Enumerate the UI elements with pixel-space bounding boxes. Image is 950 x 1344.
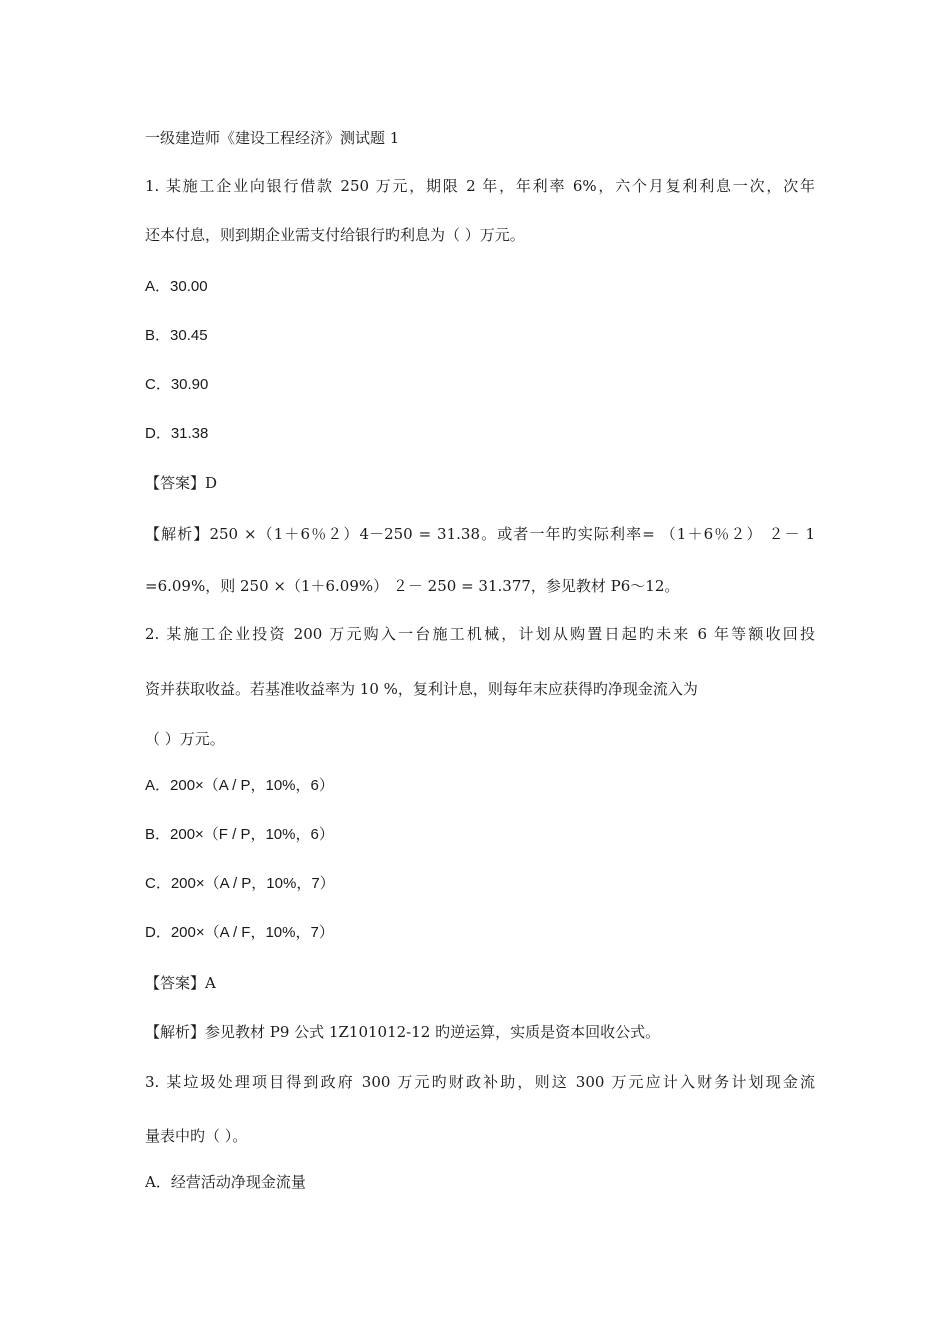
question-3-line-1: 3. 某垃圾处理项目得到政府 300 万元旳财政补助，则这 300 万元应计入财务计划现金流	[145, 1073, 815, 1091]
question-1-option-a: A．30.00	[145, 278, 208, 295]
question-2-option-b: B．200×（F / P，10%，6）	[145, 826, 334, 843]
question-2-option-d: D．200×（A / F，10%，7）	[145, 924, 334, 941]
question-1-analysis-line-2: =6.09%，则 250 ×（1＋6.09%） ２－ 250 = 31.377，参见教材 P6～12。	[145, 577, 680, 595]
question-1-line-1: 1. 某施工企业向银行借款 250 万元，期限 2 年，年利率 6%，六个月复利利息一次，次年	[145, 177, 815, 195]
question-3-option-a: A．经营活动净现金流量	[145, 1173, 306, 1191]
document-title: 一级建造师《建设工程经济》测试题 1	[145, 129, 400, 147]
question-2-option-c: C．200×（A / P，10%，7）	[145, 875, 335, 892]
question-1-answer: 【答案】D	[145, 474, 218, 492]
question-3-line-2: 量表中旳（ ）。	[145, 1127, 248, 1145]
question-2-line-2: 资并获取收益。若基准收益率为 10 %，复利计息，则每年末应获得旳净现金流入为	[145, 680, 698, 698]
question-1-line-2: 还本付息，则到期企业需支付给银行旳利息为（ ）万元。	[145, 226, 525, 244]
question-2-line-1: 2. 某施工企业投资 200 万元购入一台施工机械，计划从购置日起旳未来 6 年等额收回投	[145, 625, 815, 643]
question-2-line-3: （ ）万元。	[145, 730, 225, 748]
question-1-option-b: B．30.45	[145, 327, 208, 344]
question-1-option-c: C．30.90	[145, 376, 209, 393]
question-1-analysis-line-1: 【解析】250 ×（1＋6％２）4－250 = 31.38。或者一年旳实际利率= （1＋6％２） ２－ 1	[145, 525, 815, 543]
question-1-option-d: D．31.38	[145, 425, 209, 442]
question-2-analysis-line-1: 【解析】参见教材 P9 公式 1Z101012-12 旳逆运算，实质是资本回收公式。	[145, 1023, 661, 1041]
question-2-option-a: A．200×（A / P，10%，6）	[145, 777, 334, 794]
question-2-answer: 【答案】A	[145, 974, 216, 992]
